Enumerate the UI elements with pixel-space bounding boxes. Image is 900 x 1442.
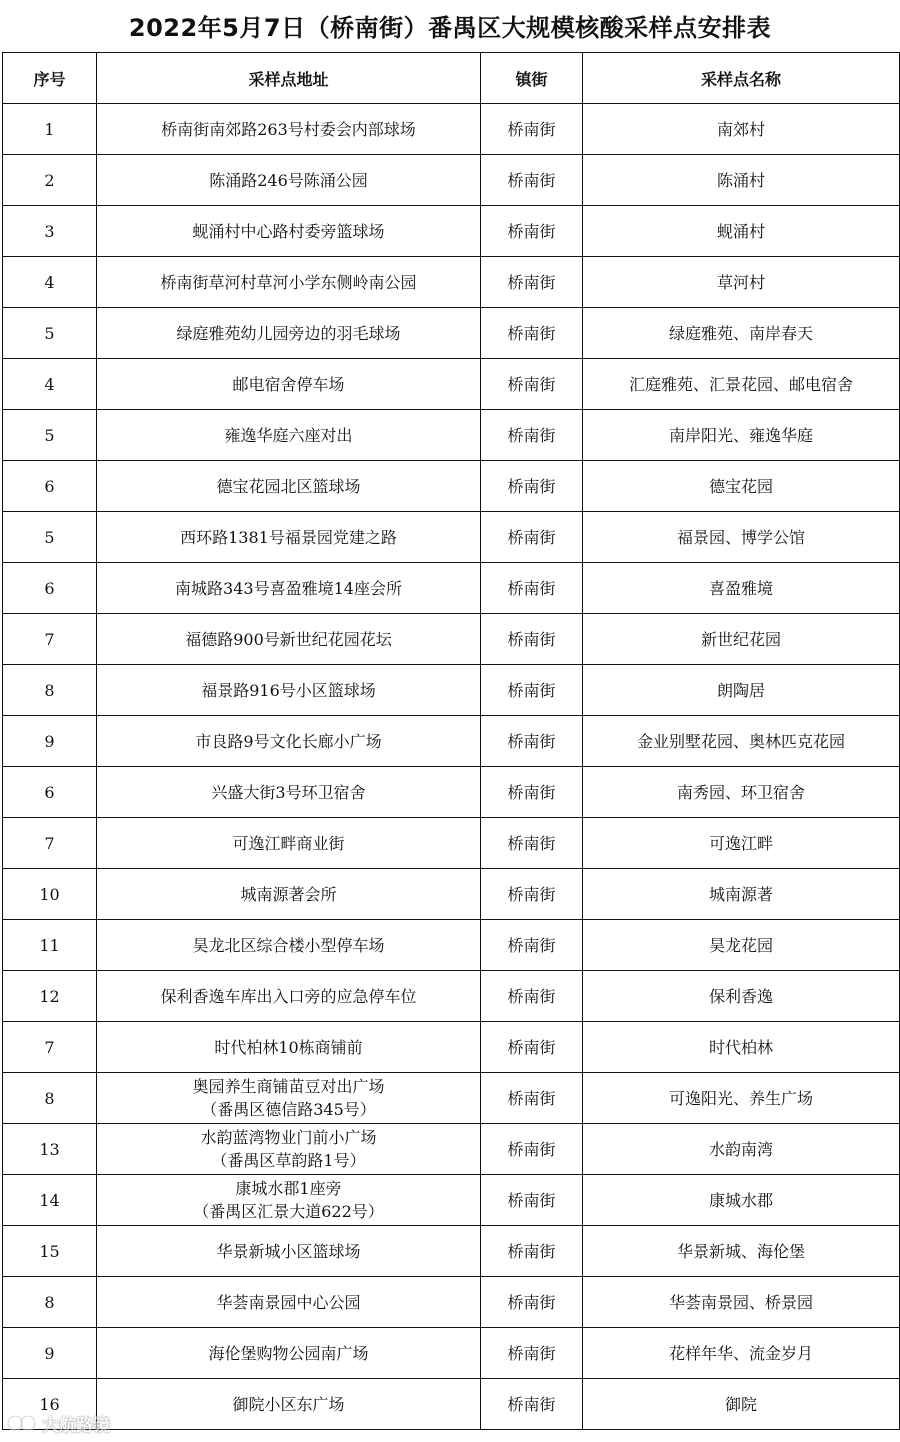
row-address (97, 206, 481, 257)
page-title: 2022年5月7日（桥南街）番禺区大规模核酸采样点安排表 (128, 14, 772, 42)
table-row (3, 1277, 900, 1328)
row-site-name: 朗陶居 (583, 665, 900, 716)
row-site-name: 新世纪花园 (583, 614, 900, 665)
table-row (3, 155, 900, 206)
row-index: 4 (3, 257, 97, 308)
row-address (97, 512, 481, 563)
row-town: 桥南街 (481, 257, 583, 308)
address-line: 水韵蓝湾物业门前小广场 (200, 1128, 377, 1147)
row-index: 13 (3, 1124, 97, 1175)
row-town: 桥南街 (481, 1175, 583, 1226)
row-index: 3 (3, 206, 97, 257)
row-index: 7 (3, 818, 97, 869)
row-address (97, 1124, 481, 1175)
table-row (3, 206, 900, 257)
row-town: 桥南街 (481, 869, 583, 920)
table-row (3, 869, 900, 920)
row-town: 桥南街 (481, 1073, 583, 1124)
address-line: 雍逸华庭六座对出 (224, 425, 353, 445)
address-line: 市良路9号文化长廊小广场 (195, 731, 382, 751)
table-row (3, 1328, 900, 1379)
address-line: （番禺区德信路345号） (201, 1100, 376, 1119)
row-town: 桥南街 (481, 716, 583, 767)
row-site-name: 草河村 (583, 257, 900, 308)
row-site-name: 陈涌村 (583, 155, 900, 206)
table-header-row (3, 53, 900, 104)
table-row (3, 767, 900, 818)
watermark-logo-icon (6, 1412, 38, 1434)
row-town: 桥南街 (481, 206, 583, 257)
address-line: 城南源著会所 (240, 884, 337, 904)
row-site-name: 南郊村 (583, 104, 900, 155)
row-site-name: 康城水郡 (583, 1175, 900, 1226)
row-index: 12 (3, 971, 97, 1022)
row-town: 桥南街 (481, 767, 583, 818)
row-index: 11 (3, 920, 97, 971)
header-address: 采样点地址 (97, 53, 481, 104)
address-line: （番禺区汇景大道622号） (193, 1202, 384, 1221)
row-address (97, 410, 481, 461)
table-row (3, 1073, 900, 1124)
row-site-name: 金业别墅花园、奥林匹克花园 (583, 716, 900, 767)
address-line: 邮电宿舍停车场 (232, 374, 345, 394)
address-line: 御院小区东广场 (232, 1394, 345, 1414)
table-row (3, 920, 900, 971)
row-town: 桥南街 (481, 563, 583, 614)
row-address (97, 767, 481, 818)
address-line: 昊龙北区综合楼小型停车场 (192, 935, 385, 955)
row-address (97, 308, 481, 359)
address-line: 绿庭雅苑幼儿园旁边的羽毛球场 (176, 323, 401, 343)
row-index: 4 (3, 359, 97, 410)
address-line: 时代柏林10栋商铺前 (214, 1037, 363, 1057)
row-site-name: 昊龙花园 (583, 920, 900, 971)
address-line: 华景新城小区篮球场 (216, 1241, 361, 1261)
row-town: 桥南街 (481, 1226, 583, 1277)
row-address (97, 614, 481, 665)
row-index: 14 (3, 1175, 97, 1226)
row-town: 桥南街 (481, 818, 583, 869)
row-address (97, 1277, 481, 1328)
address-line: 兴盛大街3号环卫宿舍 (211, 782, 366, 802)
table-row (3, 1022, 900, 1073)
row-index: 6 (3, 767, 97, 818)
address-line: 德宝花园北区篮球场 (216, 476, 361, 496)
row-index: 8 (3, 665, 97, 716)
row-address (97, 818, 481, 869)
row-site-name: 花样年华、流金岁月 (583, 1328, 900, 1379)
address-line: 西环路1381号福景园党建之路 (180, 527, 397, 547)
row-address (97, 155, 481, 206)
row-site-name: 喜盈雅境 (583, 563, 900, 614)
address-line: 福景路916号小区篮球场 (201, 680, 376, 700)
row-index: 9 (3, 716, 97, 767)
row-site-name: 城南源著 (583, 869, 900, 920)
row-town: 桥南街 (481, 971, 583, 1022)
table-row (3, 716, 900, 767)
row-index: 7 (3, 614, 97, 665)
row-index: 7 (3, 1022, 97, 1073)
row-address (97, 1379, 481, 1430)
row-site-name: 南岸阳光、雍逸华庭 (583, 410, 900, 461)
table-row (3, 563, 900, 614)
row-town: 桥南街 (481, 410, 583, 461)
header-name: 采样点名称 (583, 53, 900, 104)
table-row (3, 665, 900, 716)
row-index: 9 (3, 1328, 97, 1379)
row-index: 6 (3, 461, 97, 512)
address-line: 保利香逸车库出入口旁的应急停车位 (160, 986, 417, 1006)
address-line: 桥南街草河村草河小学东侧岭南公园 (160, 272, 417, 292)
row-site-name: 汇庭雅苑、汇景花园、邮电宿舍 (583, 359, 900, 410)
row-site-name: 保利香逸 (583, 971, 900, 1022)
table-row (3, 1175, 900, 1226)
row-address (97, 461, 481, 512)
address-line: 桥南街南郊路263号村委会内部球场 (161, 119, 416, 139)
row-site-name: 华景新城、海伦堡 (583, 1226, 900, 1277)
address-line: 陈涌路246号陈涌公园 (209, 170, 368, 190)
row-town: 桥南街 (481, 614, 583, 665)
row-address (97, 257, 481, 308)
row-address (97, 563, 481, 614)
row-town: 桥南街 (481, 104, 583, 155)
address-line: 华荟南景园中心公园 (216, 1292, 361, 1312)
address-line: 康城水郡1座旁 (235, 1179, 342, 1198)
row-address (97, 920, 481, 971)
row-address (97, 1175, 481, 1226)
row-index: 15 (3, 1226, 97, 1277)
row-town: 桥南街 (481, 1022, 583, 1073)
address-line: （番禺区草韵路1号） (211, 1151, 366, 1170)
row-address (97, 1022, 481, 1073)
address-line: 福德路900号新世纪花园花坛 (185, 629, 392, 649)
row-index: 5 (3, 512, 97, 563)
row-address (97, 1226, 481, 1277)
table-row (3, 359, 900, 410)
row-site-name: 福景园、博学公馆 (583, 512, 900, 563)
row-index: 10 (3, 869, 97, 920)
row-site-name: 蚬涌村 (583, 206, 900, 257)
row-index: 8 (3, 1277, 97, 1328)
row-town: 桥南街 (481, 1328, 583, 1379)
row-town: 桥南街 (481, 665, 583, 716)
row-site-name: 南秀园、环卫宿舍 (583, 767, 900, 818)
table-row (3, 104, 900, 155)
row-address (97, 971, 481, 1022)
row-address (97, 104, 481, 155)
row-index: 2 (3, 155, 97, 206)
row-site-name: 时代柏林 (583, 1022, 900, 1073)
table-row (3, 461, 900, 512)
row-site-name: 华荟南景园、桥景园 (583, 1277, 900, 1328)
table-row (3, 1379, 900, 1430)
table-row (3, 257, 900, 308)
row-index: 5 (3, 308, 97, 359)
address-line: 可逸江畔商业街 (232, 833, 345, 853)
address-line: 南城路343号喜盈雅境14座会所 (175, 578, 402, 598)
row-address (97, 716, 481, 767)
address-line: 奥园养生商铺苗豆对出广场 (192, 1077, 385, 1096)
row-index: 1 (3, 104, 97, 155)
row-site-name: 可逸阳光、养生广场 (583, 1073, 900, 1124)
row-site-name: 可逸江畔 (583, 818, 900, 869)
row-index: 8 (3, 1073, 97, 1124)
row-site-name: 德宝花园 (583, 461, 900, 512)
row-index: 6 (3, 563, 97, 614)
row-address (97, 1073, 481, 1124)
header-index: 序号 (3, 53, 97, 104)
table-row (3, 1124, 900, 1175)
row-address (97, 665, 481, 716)
row-address (97, 869, 481, 920)
address-line: 海伦堡购物公园南广场 (208, 1343, 369, 1363)
table-row (3, 512, 900, 563)
watermark (6, 1410, 110, 1436)
address-line: 蚬涌村中心路村委旁篮球场 (192, 221, 385, 241)
table-body (3, 104, 900, 1430)
row-site-name: 水韵南湾 (583, 1124, 900, 1175)
row-town: 桥南街 (481, 1379, 583, 1430)
row-town: 桥南街 (481, 155, 583, 206)
row-index: 5 (3, 410, 97, 461)
row-index: 16 (3, 1379, 97, 1430)
row-address (97, 1328, 481, 1379)
row-town: 桥南街 (481, 1124, 583, 1175)
row-address (97, 359, 481, 410)
row-town: 桥南街 (481, 461, 583, 512)
sampling-schedule-table (2, 52, 900, 1430)
row-town: 桥南街 (481, 359, 583, 410)
table-row (3, 410, 900, 461)
table-row (3, 614, 900, 665)
row-site-name: 御院 (583, 1379, 900, 1430)
table-row (3, 971, 900, 1022)
table-row (3, 818, 900, 869)
header-town: 镇街 (481, 53, 583, 104)
table-row (3, 1226, 900, 1277)
row-site-name: 绿庭雅苑、南岸春天 (583, 308, 900, 359)
row-town: 桥南街 (481, 920, 583, 971)
row-town: 桥南街 (481, 512, 583, 563)
row-town: 桥南街 (481, 1277, 583, 1328)
table-row (3, 308, 900, 359)
watermark-text: 大航路镜 (42, 1415, 110, 1436)
row-town: 桥南街 (481, 308, 583, 359)
